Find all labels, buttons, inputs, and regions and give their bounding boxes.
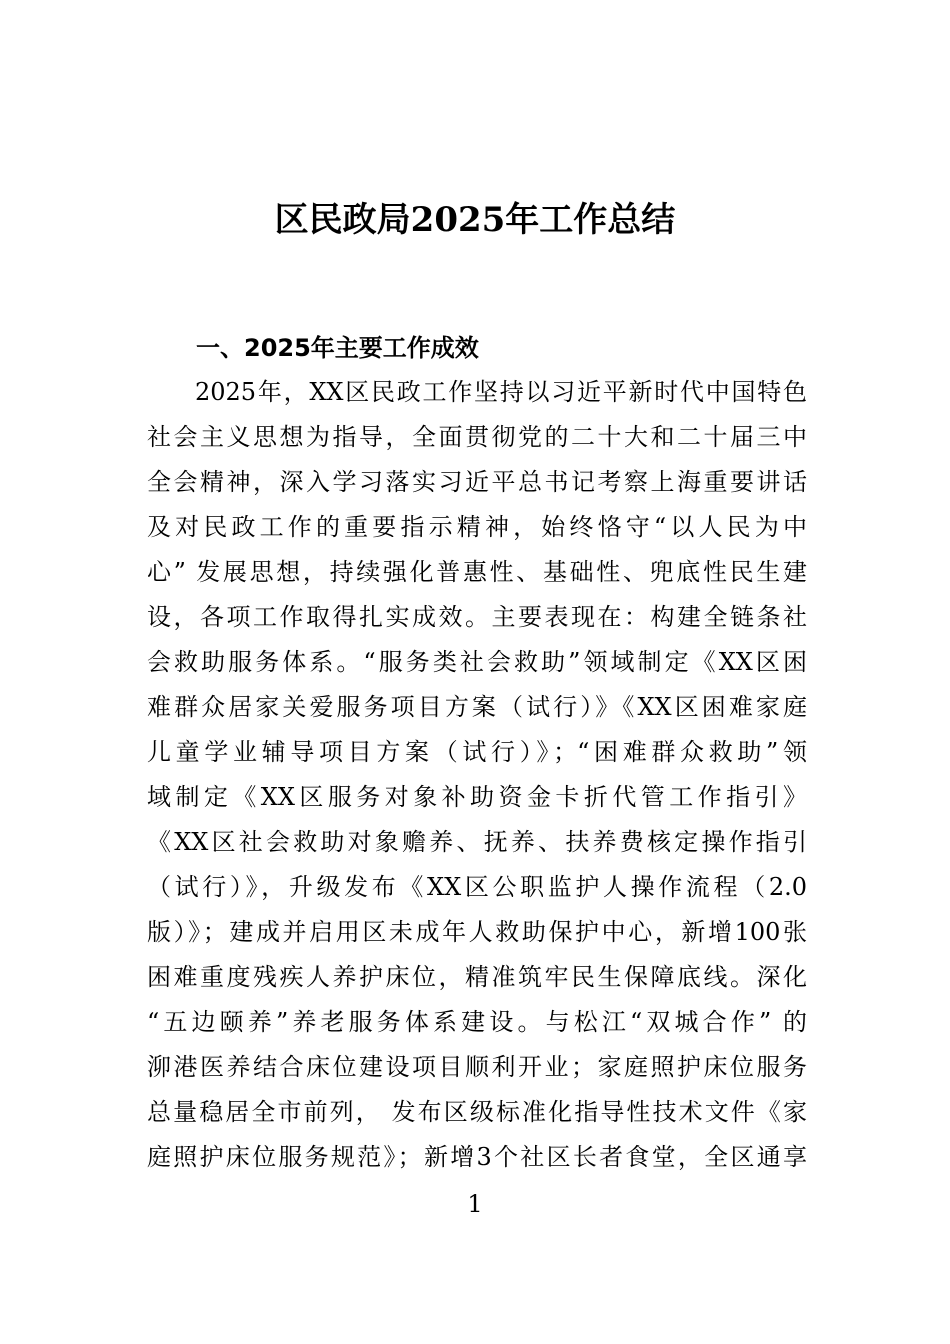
paragraph-line: 社会主义思想为指导，全面贯彻党的二十大和二十届三中	[147, 423, 807, 451]
paragraph-line: 版）》；建成并启用区未成年人救助保护中心，新增100张	[147, 918, 807, 946]
paragraph-line: 会救助服务体系。“服务类社会救助”领域制定《XX区困	[147, 648, 807, 676]
paragraph-line: 心” 发展思想，持续强化普惠性、基础性、兜底性民生建	[147, 558, 807, 586]
paragraph-line: 困难重度残疾人养护床位，精准筑牢民生保障底线。深化	[147, 963, 807, 991]
paragraph-line: 全会精神，深入学习落实习近平总书记考察上海重要讲话	[147, 468, 807, 496]
section-heading: 一、2025年主要工作成效	[196, 334, 479, 362]
paragraph-line: 总量稳居全市前列， 发布区级标准化指导性技术文件《家	[147, 1098, 807, 1126]
paragraph-line: 设，各项工作取得扎实成效。主要表现在：构建全链条社	[147, 603, 807, 631]
paragraph-line: 2025年，XX区民政工作坚持以习近平新时代中国特色	[195, 378, 807, 406]
paragraph-line: 庭照护床位服务规范》；新增3个社区长者食堂，全区通享	[147, 1143, 807, 1171]
paragraph-line: 难群众居家关爱服务项目方案（试行）》《XX区困难家庭	[147, 693, 807, 721]
paragraph-line: 及对民政工作的重要指示精神，始终恪守“以人民为中	[147, 513, 807, 541]
paragraph-line: 泖港医养结合床位建设项目顺利开业；家庭照护床位服务	[147, 1053, 807, 1081]
page-number: 1	[467, 1190, 483, 1218]
paragraph-line: 儿童学业辅导项目方案（试行）》；“困难群众救助”领	[147, 738, 807, 766]
paragraph-line: （试行）》，升级发布《XX区公职监护人操作流程（2.0	[147, 873, 807, 901]
document-title: 区民政局2025年工作总结	[274, 200, 676, 240]
paragraph-line: 《XX区社会救助对象赡养、抚养、扶养费核定操作指引	[147, 828, 807, 856]
paragraph-line: 域制定《XX区服务对象补助资金卡折代管工作指引》	[147, 783, 807, 811]
paragraph-line: “五边颐养”养老服务体系建设。与松江“双城合作” 的	[147, 1008, 807, 1036]
body-paragraph	[147, 370, 807, 1180]
